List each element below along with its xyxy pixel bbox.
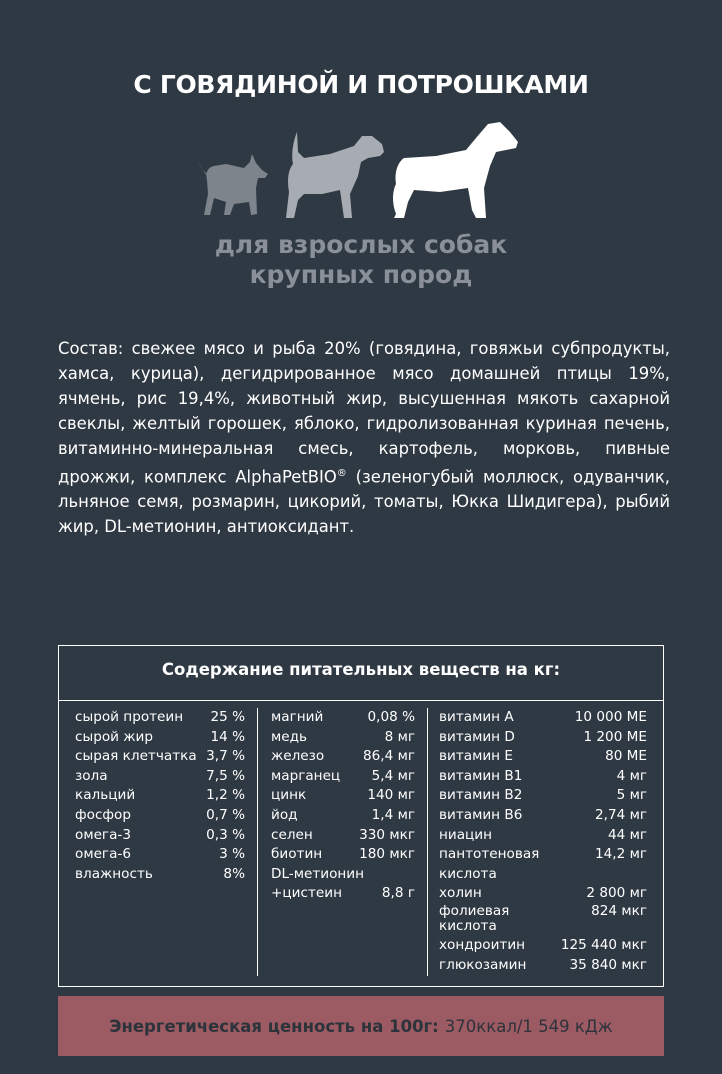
nutrient-name: DL-метионин bbox=[271, 865, 365, 882]
nutrient-name: марганец bbox=[271, 767, 341, 784]
small-dog-icon bbox=[198, 154, 268, 215]
nutrient-row bbox=[439, 728, 647, 748]
column-divider bbox=[427, 708, 428, 976]
nutrient-value: 8% bbox=[223, 865, 245, 882]
nutrient-name: холин bbox=[439, 885, 482, 902]
nutrient-name: пантотеновая bbox=[439, 846, 540, 863]
nutrient-row bbox=[439, 936, 647, 956]
nutrient-row bbox=[439, 806, 647, 826]
nutrient-row bbox=[271, 747, 415, 767]
nutrient-name: +цистеин bbox=[271, 885, 342, 902]
nutrient-row bbox=[439, 956, 647, 976]
nutrient-name: фолиевая кислота bbox=[439, 902, 510, 934]
nutrient-value: 2,74 мг bbox=[595, 806, 647, 823]
nutrient-row bbox=[75, 747, 245, 767]
nutrient-value: 14,2 мг bbox=[595, 846, 647, 863]
dog-size-icons bbox=[0, 118, 722, 228]
nutrient-value: 7,5 % bbox=[206, 767, 245, 784]
composition-text bbox=[58, 336, 670, 539]
nutrients-column-basic bbox=[75, 708, 245, 884]
nutrient-row bbox=[271, 728, 415, 748]
nutrient-row bbox=[271, 786, 415, 806]
nutrient-value: 35 840 мкг bbox=[569, 956, 647, 973]
nutrient-name: сырая клетчатка bbox=[75, 748, 197, 765]
nutrient-row bbox=[75, 708, 245, 728]
product-title: С ГОВЯДИНОЙ И ПОТРОШКАМИ bbox=[133, 70, 589, 99]
nutrient-name: омега-3 bbox=[75, 826, 131, 843]
nutrient-name: йод bbox=[271, 806, 298, 823]
nutrient-value: 1,4 мг bbox=[371, 806, 415, 823]
energy-value: 370ккал/1 549 кДж bbox=[444, 1016, 613, 1036]
nutrient-row bbox=[271, 865, 415, 885]
nutrient-row bbox=[75, 786, 245, 806]
nutrient-row bbox=[439, 826, 647, 846]
column-divider bbox=[257, 708, 258, 976]
nutrient-name: витамин В6 bbox=[439, 806, 523, 823]
subtitle-line-1: для взрослых собак bbox=[214, 230, 508, 259]
nutrient-row bbox=[439, 747, 647, 767]
nutrient-row bbox=[75, 767, 245, 787]
nutrient-row bbox=[271, 767, 415, 787]
nutrient-name: медь bbox=[271, 728, 308, 745]
nutrients-panel bbox=[58, 645, 664, 987]
nutrient-name: фосфор bbox=[75, 806, 131, 823]
composition-part-1: Состав: свежее мясо и рыба 20% (говядина, говяжьи субпродукты, хамса, курица), дегидрированное мясо домашней птицы 19%, ячмень, рис 19,4%, животный жир, высушенная мякоть сахарной свеклы, желтый горошек, яблоко, гидролизованная куриная печень, витаминно-минеральная смесь, картофель, морковь, пивные дрожжи, комплекс AlphaPetBIO bbox=[58, 339, 670, 487]
medium-dog-icon bbox=[286, 132, 384, 218]
nutrient-row bbox=[271, 708, 415, 728]
nutrient-value: 86,4 мг bbox=[363, 748, 415, 765]
registered-mark: ® bbox=[336, 468, 347, 479]
nutrient-value: 2 800 мг bbox=[586, 885, 647, 902]
composition-part-2: (зеленогубый моллюск, одуванчик, льняное семя, розмарин, цикорий, томаты, Юкка Шидигера), рыбий жир, DL-метионин, антиоксидант. bbox=[58, 467, 670, 537]
nutrient-value: 180 мкг bbox=[359, 846, 415, 863]
nutrient-row bbox=[439, 904, 647, 936]
nutrient-value: 5,4 мг bbox=[371, 767, 415, 784]
nutrient-row bbox=[75, 806, 245, 826]
nutrient-row bbox=[271, 826, 415, 846]
nutrient-value: 8,8 г bbox=[381, 885, 415, 902]
nutrient-row bbox=[271, 806, 415, 826]
nutrient-value: 44 мг bbox=[607, 826, 647, 843]
nutrient-name: сырой протеин bbox=[75, 709, 184, 725]
energy-value-bar bbox=[58, 996, 664, 1056]
subtitle-line-2: крупных пород bbox=[249, 260, 473, 289]
nutrient-value: 25 % bbox=[210, 709, 245, 725]
nutrient-name: железо bbox=[271, 748, 325, 765]
nutrient-name: хондроитин bbox=[439, 936, 526, 953]
nutrient-value: 14 % bbox=[210, 728, 245, 745]
nutrient-value: 0,08 % bbox=[367, 709, 415, 725]
nutrient-row bbox=[75, 728, 245, 748]
nutrient-name: витамин В2 bbox=[439, 787, 523, 804]
large-dog-icon bbox=[393, 122, 518, 218]
nutrient-row bbox=[271, 845, 415, 865]
nutrient-value: 824 мкг bbox=[591, 902, 647, 919]
nutrients-title: Содержание питательных веществ на кг: bbox=[161, 660, 561, 679]
nutrient-value: 1,2 % bbox=[206, 787, 245, 804]
nutrients-column-minerals bbox=[271, 708, 415, 904]
nutrient-value: 80 МЕ bbox=[605, 748, 647, 765]
nutrient-row bbox=[439, 884, 647, 904]
nutrient-name: магний bbox=[271, 709, 324, 725]
nutrient-name: кальций bbox=[75, 787, 136, 804]
nutrient-value: 3 % bbox=[219, 846, 245, 863]
nutrient-value: 4 мг bbox=[616, 767, 647, 784]
nutrients-column-vitamins bbox=[439, 708, 647, 975]
nutrient-name: влажность bbox=[75, 865, 153, 882]
nutrient-name: цинк bbox=[271, 787, 307, 804]
nutrient-row bbox=[439, 786, 647, 806]
nutrient-name: сырой жир bbox=[75, 728, 154, 745]
nutrient-name: витамин В1 bbox=[439, 767, 523, 784]
nutrient-row bbox=[439, 845, 647, 865]
nutrients-divider bbox=[59, 700, 663, 701]
nutrient-name: зола bbox=[75, 767, 108, 784]
nutrient-value: 1 200 МЕ bbox=[583, 728, 647, 745]
nutrient-row bbox=[439, 865, 647, 885]
nutrient-value: 5 мг bbox=[616, 787, 647, 804]
nutrient-name: витамин А bbox=[439, 709, 514, 725]
nutrient-value: 330 мкг bbox=[359, 826, 415, 843]
nutrient-row bbox=[75, 865, 245, 885]
nutrient-row bbox=[439, 708, 647, 728]
nutrient-row bbox=[75, 845, 245, 865]
nutrient-value: 125 440 мкг bbox=[560, 936, 647, 953]
nutrient-name: кислота bbox=[439, 865, 497, 882]
nutrient-value: 0,7 % bbox=[206, 806, 245, 823]
nutrient-value: 3,7 % bbox=[206, 748, 245, 765]
nutrient-name: биотин bbox=[271, 846, 323, 863]
nutrient-row bbox=[271, 884, 415, 904]
nutrient-name: селен bbox=[271, 826, 313, 843]
nutrient-value: 140 мг bbox=[367, 787, 415, 804]
nutrient-name: витамин Е bbox=[439, 748, 513, 765]
nutrient-row bbox=[439, 767, 647, 787]
nutrient-value: 8 мг bbox=[384, 728, 415, 745]
nutrient-row bbox=[75, 826, 245, 846]
nutrient-value: 10 000 МЕ bbox=[574, 709, 647, 725]
target-audience bbox=[0, 230, 722, 290]
energy-label: Энергетическая ценность на 100г: bbox=[109, 1016, 439, 1036]
nutrient-name: глюкозамин bbox=[439, 956, 527, 973]
nutrient-value: 0,3 % bbox=[206, 826, 245, 843]
nutrient-name: витамин D bbox=[439, 728, 515, 745]
nutrient-name: ниацин bbox=[439, 826, 493, 843]
nutrient-name: омега-6 bbox=[75, 846, 131, 863]
